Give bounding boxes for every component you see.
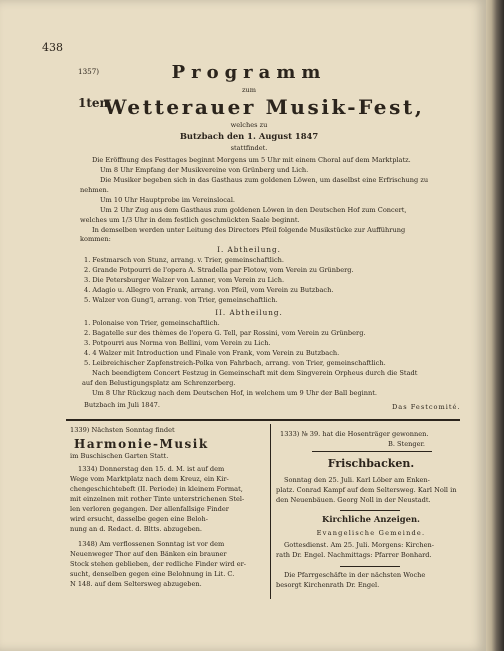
notice-1348-line: Neuenweger Thor auf den Bänken ein brauner (70, 550, 227, 558)
frischbacken-heading: Frischbacken. (327, 457, 415, 470)
harmonie-musik: Harmonie-Musik (74, 437, 209, 451)
short-rule (312, 451, 432, 452)
backen-line: den Neuenbäuen. Georg Noll in der Neustadt. (276, 496, 431, 504)
horizontal-rule (66, 419, 460, 421)
intro-line: Um 2 Uhr Zug aus dem Gasthaus zum goldenen Löwen in den Deutschen Hof zum Concert, (100, 206, 407, 214)
intro-line: Die Musiker begeben sich in das Gasthaus zum goldenen Löwen, um daselbst eine Erfrischung zu (100, 176, 429, 184)
intro-line: Die Eröffnung des Festtages beginnt Morgens um 5 Uhr mit einem Choral auf dem Marktplatz. (92, 156, 411, 164)
part1-item: 2. Grande Potpourri de l'opera A. Stradella par Flotow, vom Verein zu Grünberg. (84, 266, 354, 274)
stattfindet-label: stattfindet. (230, 144, 268, 152)
gottesdienst-line: Gottesdienst. Am 25. Juli. Morgens: Kirchen- (284, 541, 434, 549)
part2-heading: II. Abtheilung. (215, 308, 283, 317)
part1-item: 3. Die Petersburger Walzer von Lanner, vom Verein zu Lich. (84, 276, 285, 284)
zum-label: zum (242, 86, 256, 94)
notice-1334-line: nung an d. Redact. d. Bltts. abzugeben. (70, 525, 203, 533)
fest-ordinal: 1ten (78, 96, 109, 110)
evangelische-heading: Evangelische Gemeinde. (316, 529, 426, 537)
part2-item: 3. Potpourri aus Norma von Bellini, vom Verein zu Lich. (84, 339, 271, 347)
short-rule (340, 566, 400, 567)
notice-1334-line: 1334) Donnerstag den 15. d. M. ist auf dem (78, 465, 225, 473)
part2-item: 4. 4 Walzer mit Introduction und Finale von Frank, vom Verein zu Butzbach. (84, 349, 340, 357)
intro-line: kommen: (80, 235, 111, 243)
backen-line: platz. Conrad Kampf auf dem Seltersweg. Karl Noll in (276, 486, 457, 494)
notice-1348-line: Stock stehen geblieben, der redliche Finder wird er- (70, 560, 246, 568)
notice-1348-line: N 148. auf dem Seltersweg abzugeben. (70, 580, 202, 588)
closing-line: auf den Belustigungsplatz am Schrenzerberg. (82, 379, 236, 387)
closing-line: Nach beendigtem Concert Festzug in Gemeinschaft mit dem Singverein Orpheus durch die Stadt (92, 369, 418, 377)
intro-line: In demselben werden unter Leitung des Directors Pfeil folgende Musikstücke zur Aufführung (92, 226, 406, 234)
intro-line: welches um 1/3 Uhr in dem festlich geschmückten Saale beginnt. (80, 216, 300, 224)
page-number: 438 (42, 41, 63, 54)
place-line: Butzbach im Juli 1847. (84, 401, 160, 409)
part1-heading: I. Abtheilung. (217, 245, 281, 254)
notice-1334-line: len verloren gegangen. Der allenfallsige Finder (70, 505, 229, 513)
part2-item: 1. Polonaise von Trier, gemeinschaftlich. (84, 319, 220, 327)
notice-1339-intro: 1339) Nächsten Sonntag findet (70, 426, 175, 434)
column-divider (270, 424, 271, 599)
backen-line: Sonntag den 25. Juli. Karl Löber am Enken- (284, 476, 430, 484)
fest-name: Wetterauer Musik-Fest, (104, 95, 425, 119)
notice-number-1357: 1357) (78, 67, 100, 76)
intro-line: nehmen. (80, 186, 109, 194)
pfarr-line: Die Pfarrgeschäfte in der nächsten Woche (284, 571, 426, 579)
intro-line: Um 8 Uhr Empfang der Musikvereine von Grünberg und Lich. (100, 166, 309, 174)
part1-item: 1. Festmarsch von Stunz, arrang. v. Trier, gemeinschaftlich. (84, 256, 285, 264)
notice-1348-line: sucht, denselben gegen eine Belohnung in Lit. C. (70, 570, 235, 578)
intro-line: Um 10 Uhr Hauptprobe im Vereinslocal. (100, 196, 236, 204)
kirchliche-heading: Kirchliche Anzeigen. (322, 514, 420, 524)
part2-item: 2. Bagatelle sur des thèmes de l'opera G. Tell, par Rossini, vom Verein zu Grünberg. (84, 329, 366, 337)
place-date: Butzbach den 1. August 1847 (179, 131, 319, 141)
notice-1334-line: Wege vom Marktplatz nach dem Kreuz, ein Kir- (70, 475, 229, 483)
notice-1333: 1333) № 39. hat die Hosenträger gewonnen. (280, 430, 429, 438)
part1-item: 5. Walzer von Gung'l, arrang. von Trier, gemeinschaftlich. (84, 296, 278, 304)
gottesdienst-line: rath Dr. Engel. Nachmittags: Pfarrer Bonhard. (276, 551, 432, 559)
book-edge (486, 0, 504, 651)
notice-1334-line: chengeschichtebeft (II. Periode) in kleinem Format, (70, 485, 243, 493)
part2-item: 5. Leibreichischer Zapfenstreich-Polka von Fahrbach, arrang. von Trier, gemeinschaftlich. (84, 359, 386, 367)
pfarr-line: besorgt Kirchenrath Dr. Engel. (276, 581, 380, 589)
notice-1334-line: wird ersucht, dasselbe gegen eine Beloh- (70, 515, 208, 523)
programm-title: Programm (171, 62, 327, 83)
short-rule (340, 510, 400, 511)
closing-line: Um 8 Uhr Rückzug nach dem Deutschen Hof, in welchem um 9 Uhr der Ball beginnt. (92, 389, 378, 397)
signature: Das Festcomité. (392, 403, 461, 411)
stenger-signature: B. Stenger. (388, 440, 425, 448)
notice-1348-line: 1348) Am verflossenen Sonntag ist vor dem (78, 540, 225, 548)
welches-label: welches zu (230, 121, 268, 129)
garten-line: im Buschischen Garten Statt. (70, 452, 169, 460)
part1-item: 4. Adagio u. Allegro von Frank, arrang. von Pfeil, vom Verein zu Butzbach. (84, 286, 334, 294)
notice-1334-line: mit einzelnen mit rother Tinte unterstrichenen Stel- (70, 495, 245, 503)
